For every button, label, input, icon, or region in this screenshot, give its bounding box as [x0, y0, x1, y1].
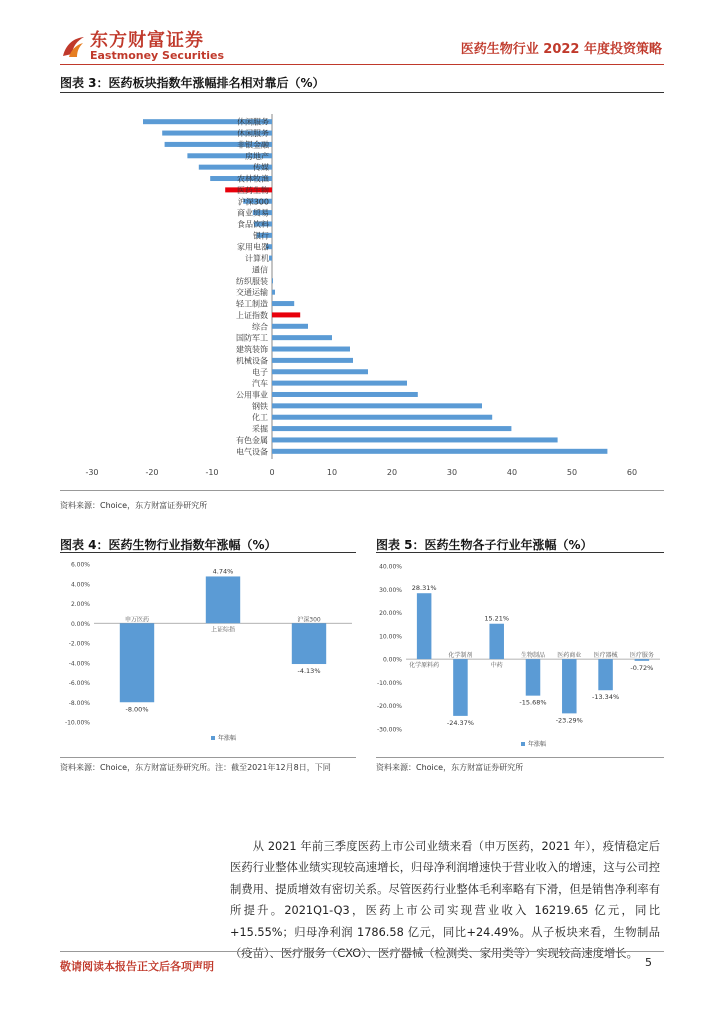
fig3-bar	[272, 290, 275, 295]
figure3-source: 资料来源：Choice，东方财富证券研究所	[60, 501, 208, 510]
logo-cn: 东方财富证券	[90, 30, 204, 51]
fig4-y-tick: 2.00%	[70, 601, 90, 608]
fig3-x-tick: 10	[326, 468, 338, 477]
figure3-chart	[60, 94, 664, 488]
fig3-category-label: 交通运输	[236, 288, 268, 298]
fig5-category-label: 化学原料药	[409, 662, 440, 670]
figure5-rule	[376, 552, 664, 553]
fig3-category-label: 计算机	[245, 254, 269, 264]
fig5-y-tick: 40.00%	[379, 563, 402, 571]
fig4-bar	[206, 576, 240, 623]
figure3-bottom-rule	[60, 490, 664, 491]
fig3-category-label: 沪深300	[237, 197, 269, 207]
fig3-category-label: 采掘	[252, 424, 268, 434]
fig5-value-label: -15.68%	[519, 698, 547, 707]
fig3-category-label: 汽车	[252, 379, 268, 389]
figure3-title: 图表 3：医药板块指数年涨幅排名相对靠后（%）	[60, 76, 325, 90]
fig3-x-tick: 60	[626, 468, 638, 477]
fig3-bar	[272, 392, 418, 397]
fig3-bar	[272, 403, 482, 408]
body-paragraph: 从 2021 年前三季度医药上市公司业绩来看（申万医药，2021 年），疫情稳定后医药行业整体业绩实现较高速增长，归母净利润增速快于营业收入的增速，这与公司控制费用、提质增效有密切关系。尽管医药行业整体毛利率略有下滑，但是销售净利率有所提升。2021Q1-Q3，医药上市公司实现营业收入 16219.65 亿元，同比+15.55%；归母净利润 1786.58 亿元，同比+24.49%。从子板块来看，生物制品（疫苗）、医疗服务（CXO）、医疗器械（检测类、家用类等）实现较高速度增长。	[230, 840, 660, 961]
fig5-y-tick: -10.00%	[376, 679, 402, 687]
fig4-y-tick: -2.00%	[68, 640, 90, 648]
fig4-value-label: 4.74%	[212, 567, 234, 576]
fig3-bar	[272, 358, 353, 363]
fig3-bar	[272, 449, 607, 454]
fig5-value-label: -13.34%	[592, 693, 620, 702]
fig3-x-tick: 20	[386, 468, 398, 477]
fig5-legend-label: 年涨幅	[528, 741, 547, 748]
figure3-rule	[60, 92, 664, 93]
page-number: 5	[645, 956, 652, 969]
fig3-bar	[272, 278, 273, 283]
fig3-bar	[272, 301, 294, 306]
fig5-category-label: 医疗服务	[629, 652, 654, 660]
fig3-category-label: 钢铁	[252, 401, 268, 411]
fig3-bar	[272, 415, 492, 420]
fig5-category-label: 生物制品	[520, 652, 546, 660]
fig3-category-label: 建筑装饰	[236, 345, 268, 355]
fig3-category-label: 农林牧渔	[237, 174, 269, 184]
fig3-bar	[272, 324, 308, 329]
fig3-bar	[272, 347, 350, 352]
fig4-value-label: -4.13%	[297, 667, 321, 676]
fig3-category-label: 家用电器	[237, 242, 269, 252]
fig3-category-label: 银行	[253, 231, 269, 241]
fig3-x-tick: -20	[145, 468, 159, 477]
fig3-category-label: 休闲服务	[237, 117, 269, 127]
fig3-bar	[272, 369, 368, 374]
fig3-x-tick: -30	[85, 468, 99, 477]
fig3-category-label: 化工	[252, 413, 268, 423]
brand-logo	[60, 32, 224, 62]
fig3-category-label: 综合	[252, 322, 268, 332]
fig3-x-tick: -10	[205, 468, 219, 477]
fig3-category-label: 食品饮料	[237, 219, 269, 229]
figure4-title: 图表 4：医药生物行业指数年涨幅（%）	[60, 538, 277, 552]
fig3-category-label: 纺织服装	[236, 276, 268, 286]
fig3-category-label: 公用事业	[236, 390, 268, 400]
fig4-y-tick: 4.00%	[70, 581, 90, 589]
fig3-category-label: 机械设备	[236, 356, 268, 366]
fig5-category-label: 化学制剂	[448, 652, 473, 660]
fig5-bar	[453, 659, 468, 716]
figure4-bottom-rule	[60, 757, 356, 758]
fig4-y-tick: -10.00%	[64, 719, 90, 727]
fig4-y-tick: -4.00%	[68, 660, 90, 668]
fig5-category-label: 医药商业	[557, 652, 582, 660]
fig5-bar	[526, 659, 541, 696]
fig5-value-label: 15.21%	[484, 614, 510, 623]
fig3-category-label: 国防军工	[236, 333, 268, 343]
fig5-value-label: -23.29%	[555, 716, 583, 725]
footer-divider	[60, 951, 664, 952]
figure5-bottom-rule	[376, 757, 664, 758]
fig4-y-tick: 0.00%	[70, 620, 90, 628]
figure5-title: 图表 5：医药生物各子行业年涨幅（%）	[376, 538, 593, 552]
figure4-source: 资料来源：Choice，东方财富证券研究所。注：截至2021年12月8日，下同	[60, 763, 331, 772]
figure5-source: 资料来源：Choice，东方财富证券研究所	[376, 763, 524, 772]
fig3-category-label: 有色金属	[236, 435, 268, 445]
fig5-y-tick: -30.00%	[376, 726, 402, 734]
header-divider	[60, 64, 664, 65]
fig3-category-label: 商业贸易	[237, 208, 269, 218]
fig3-category-label: 非银金融	[237, 140, 269, 150]
fig5-legend-swatch	[521, 742, 525, 746]
fig4-category-label: 沪深300	[297, 616, 321, 624]
fig3-x-tick: 30	[446, 468, 458, 477]
figure4-chart	[60, 554, 356, 754]
fig5-y-tick: 30.00%	[379, 586, 402, 594]
fig3-bar	[272, 381, 407, 386]
logo-en: Eastmoney Securities	[90, 49, 225, 62]
fig3-category-label: 上证指数	[236, 310, 268, 320]
fig5-value-label: -0.72%	[630, 663, 654, 672]
fig3-x-tick: 50	[566, 468, 578, 477]
fig5-bar	[635, 659, 650, 661]
fig3-category-label: 房地产	[245, 151, 269, 161]
fig4-bar	[292, 623, 326, 664]
figure4-rule	[60, 552, 356, 553]
fig4-y-tick: -8.00%	[68, 699, 90, 707]
logo-icon	[60, 34, 86, 60]
fig5-y-tick: -20.00%	[376, 703, 402, 711]
fig3-x-tick: 0	[269, 468, 275, 477]
fig5-y-tick: 0.00%	[382, 656, 402, 664]
fig4-y-tick: 6.00%	[70, 561, 90, 569]
fig5-bar	[598, 659, 613, 690]
fig5-y-tick: 10.00%	[379, 633, 402, 641]
fig5-bar	[417, 593, 432, 659]
fig3-bar	[272, 312, 300, 317]
fig4-legend-swatch	[211, 736, 215, 740]
fig3-bar	[269, 256, 272, 261]
fig4-y-tick: -6.00%	[68, 680, 90, 687]
figure5-chart	[376, 554, 664, 754]
fig3-category-label: 电气设备	[236, 447, 268, 457]
fig3-category-label: 通信	[252, 265, 268, 275]
fig3-x-tick: 40	[506, 468, 518, 477]
fig4-category-label: 上证综指	[210, 626, 236, 634]
fig3-bar	[272, 426, 511, 431]
fig5-bar	[489, 624, 504, 659]
fig3-category-label: 休闲服务	[237, 129, 269, 139]
fig5-category-label: 中药	[490, 662, 503, 670]
fig3-category-label: 传媒	[253, 163, 269, 173]
fig5-value-label: -24.37%	[446, 718, 474, 727]
report-title: 医药生物行业 2022 年度投资策略	[460, 42, 662, 57]
fig3-bar	[272, 335, 332, 340]
fig5-y-tick: 20.00%	[379, 610, 402, 618]
fig5-bar	[562, 659, 577, 713]
fig3-category-label: 医药生物	[237, 185, 269, 195]
fig4-category-label: 申万医药	[124, 616, 150, 624]
fig5-value-label: 28.31%	[411, 584, 437, 593]
fig4-legend-label: 年涨幅	[218, 735, 237, 742]
footer-disclaimer: 敬请阅读本报告正文后各项声明	[60, 960, 214, 973]
fig4-value-label: -8.00%	[125, 705, 149, 714]
fig5-category-label: 医疗器械	[593, 652, 618, 660]
fig3-category-label: 轻工制造	[236, 299, 268, 309]
fig3-category-label: 电子	[252, 367, 268, 377]
fig3-bar	[272, 437, 558, 442]
fig4-bar	[120, 623, 154, 702]
